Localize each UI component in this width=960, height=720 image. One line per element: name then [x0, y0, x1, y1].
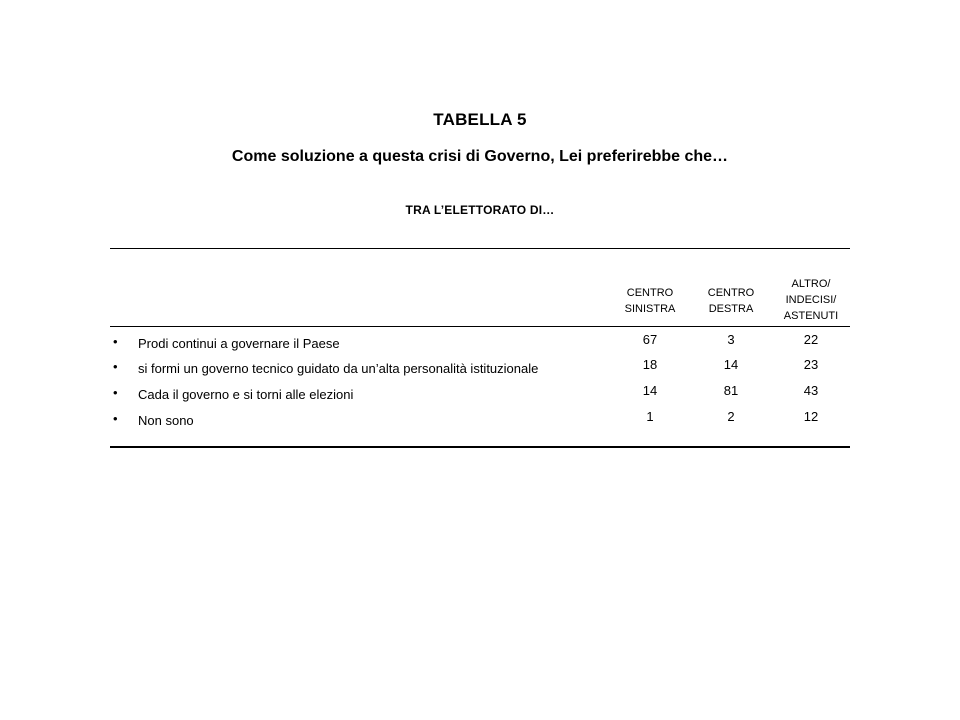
value-altro: 12: [803, 409, 819, 424]
column-header-line: ASTENUTI: [783, 310, 839, 322]
value-altro: 22: [803, 332, 819, 347]
table-row: [110, 332, 850, 358]
header-rule: [110, 326, 850, 327]
row-label: si formi un governo tecnico guidato da un’alta personalità istituzionale: [138, 361, 539, 376]
column-header-line: CENTRO: [626, 287, 674, 299]
value-centro-destra: 3: [727, 332, 735, 347]
bullet-icon: •: [113, 411, 118, 426]
bullet-icon: •: [113, 359, 118, 374]
value-centro-sinistra: 67: [642, 332, 658, 347]
row-label: Prodi continui a governare il Paese: [138, 336, 340, 351]
value-centro-destra: 14: [723, 357, 739, 372]
column-header-centro-destra: [701, 285, 761, 317]
column-header-altro: [775, 276, 847, 324]
row-label: Non sono: [138, 413, 194, 428]
column-header-centro-sinistra: [620, 285, 680, 317]
column-header-line: CENTRO: [707, 287, 755, 299]
column-header-line: SINISTRA: [624, 303, 676, 315]
question-text: Come soluzione a questa crisi di Governo, Lei preferirebbe che…: [231, 148, 729, 165]
table-title: TABELLA 5: [433, 110, 527, 129]
value-altro: 43: [803, 383, 819, 398]
top-rule: [110, 248, 850, 249]
bullet-icon: •: [113, 334, 118, 349]
value-centro-sinistra: 14: [642, 383, 658, 398]
bottom-rule: [110, 446, 850, 448]
table-row: [110, 357, 850, 383]
value-centro-destra: 2: [727, 409, 735, 424]
value-centro-destra: 81: [723, 383, 739, 398]
column-header-line: DESTRA: [708, 303, 754, 315]
table-row: [110, 409, 850, 435]
column-header-line: INDECISI/: [785, 294, 837, 306]
column-header-line: ALTRO/: [791, 278, 831, 290]
section-heading: TRA L’ELETTORATO DI…: [405, 203, 555, 217]
value-centro-sinistra: 1: [646, 409, 654, 424]
table-row: [110, 383, 850, 409]
row-label: Cada il governo e si torni alle elezioni: [138, 387, 354, 402]
bullet-icon: •: [113, 385, 118, 400]
value-centro-sinistra: 18: [642, 357, 658, 372]
value-altro: 23: [803, 357, 819, 372]
